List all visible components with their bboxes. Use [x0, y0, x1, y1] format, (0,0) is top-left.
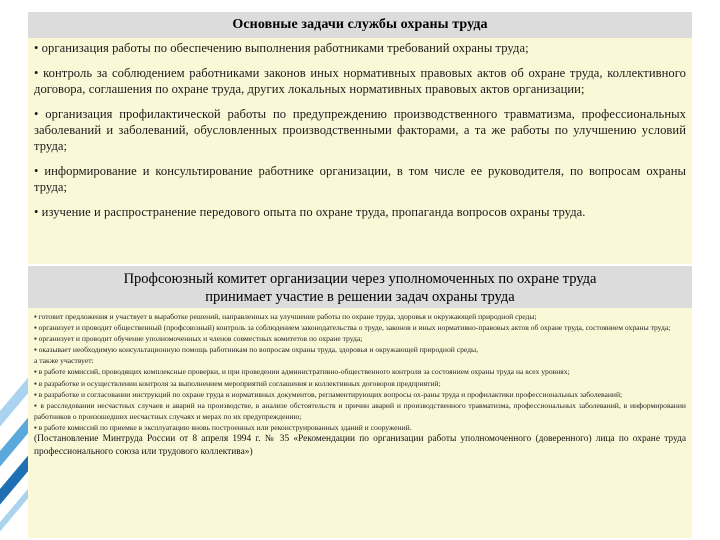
task-item: • организация профилактической работы по предупреждению производственного травматизма, профессиональных заболеваний и заболеваний, обусловленных производственными факторами, а та же работы по улучшению условий труда;	[34, 107, 686, 153]
union-title	[28, 266, 692, 308]
tasks-title: Основные задачи службы охраны труда	[28, 12, 692, 38]
task-item: • изучение и распространение передового опыта по охране труда, пропаганда вопросов охраны труда.	[34, 205, 586, 219]
task-item: • организация работы по обеспечению выполнения работниками требований охраны труда;	[34, 41, 529, 55]
union-title-line2: принимает участие в решении задач охраны труда	[205, 289, 515, 305]
union-title-line1: Профсоюзный комитет организации через уполномоченных по охране труда	[123, 271, 597, 287]
task-item: • информирование и консультирование работнике организации, в том числе ее руководителя, по вопросам охраны труда;	[34, 164, 686, 194]
union-subheading: а также участвует:	[34, 356, 94, 366]
task-item: • контроль за соблюдением работниками законов иных нормативных правовых актов об охране труда, коллективного договора, соглашения по охране труда, других локальных нормативных правовых актов организации;	[34, 66, 686, 96]
union-item: ▪ в разработке и согласовании инструкций по охране труда и нормативных документов, регламентирующих вопросы ох-раны труда и профилактики профессиональных заболеваний;	[34, 389, 623, 399]
union-body	[28, 308, 692, 458]
union-item: ▪ готовит предложения и участвует в выработке решений, направленных на улучшение работы по охране труда, здоровья и окружающей природной среды;	[34, 312, 537, 321]
union-item: ▪ организует и проводит обучение уполномоченных и членов совместных комитетов по охране труда;	[34, 334, 363, 344]
union-panel	[28, 266, 692, 538]
decorative-stripes	[0, 350, 30, 540]
union-item: ▪ в работе комиссий, проводящих комплексные проверки, и при проведении административно-общественного контроля за состоянием охраны труда на всех уровнях;	[34, 367, 570, 377]
source-citation: (Постановление Минтруда России от 8 апреля 1994 г. № 35 «Рекомендации по организации работы уполномоченного (доверенного) лица по охране труда профессионального союза или трудового коллектива»)	[34, 434, 686, 457]
union-item: ▪ в расследовании несчастных случаев и аварий на производстве, в анализе обстоятельств и причин аварий и производственного травматизма, профессиональных заболеваний, в информировании работников о произошедших несчастных случаях и мерах по их предупреждению;	[34, 400, 686, 421]
union-item: ▪ оказывает необходимую консультационную помощь работникам по вопросам охраны труда, здоровья и окружающей природной среды,	[34, 345, 479, 355]
union-item: ▪ в разработке и осуществлении контроля за выполнением мероприятий соглашения и коллективных договоров предприятий;	[34, 378, 441, 388]
tasks-panel	[28, 12, 692, 264]
union-item: ▪ в работе комиссий по приемке в эксплуатацию вновь построенных или реконструированных зданий и сооружений.	[34, 422, 412, 432]
tasks-list	[28, 38, 692, 220]
union-item: ▪ организует и проводит общественный (профсоюзный) контроль за соблюдением законодательства о труде, законов и иных нормативно-правовых актов об охране труда, состоянием охраны труда;	[34, 323, 671, 333]
